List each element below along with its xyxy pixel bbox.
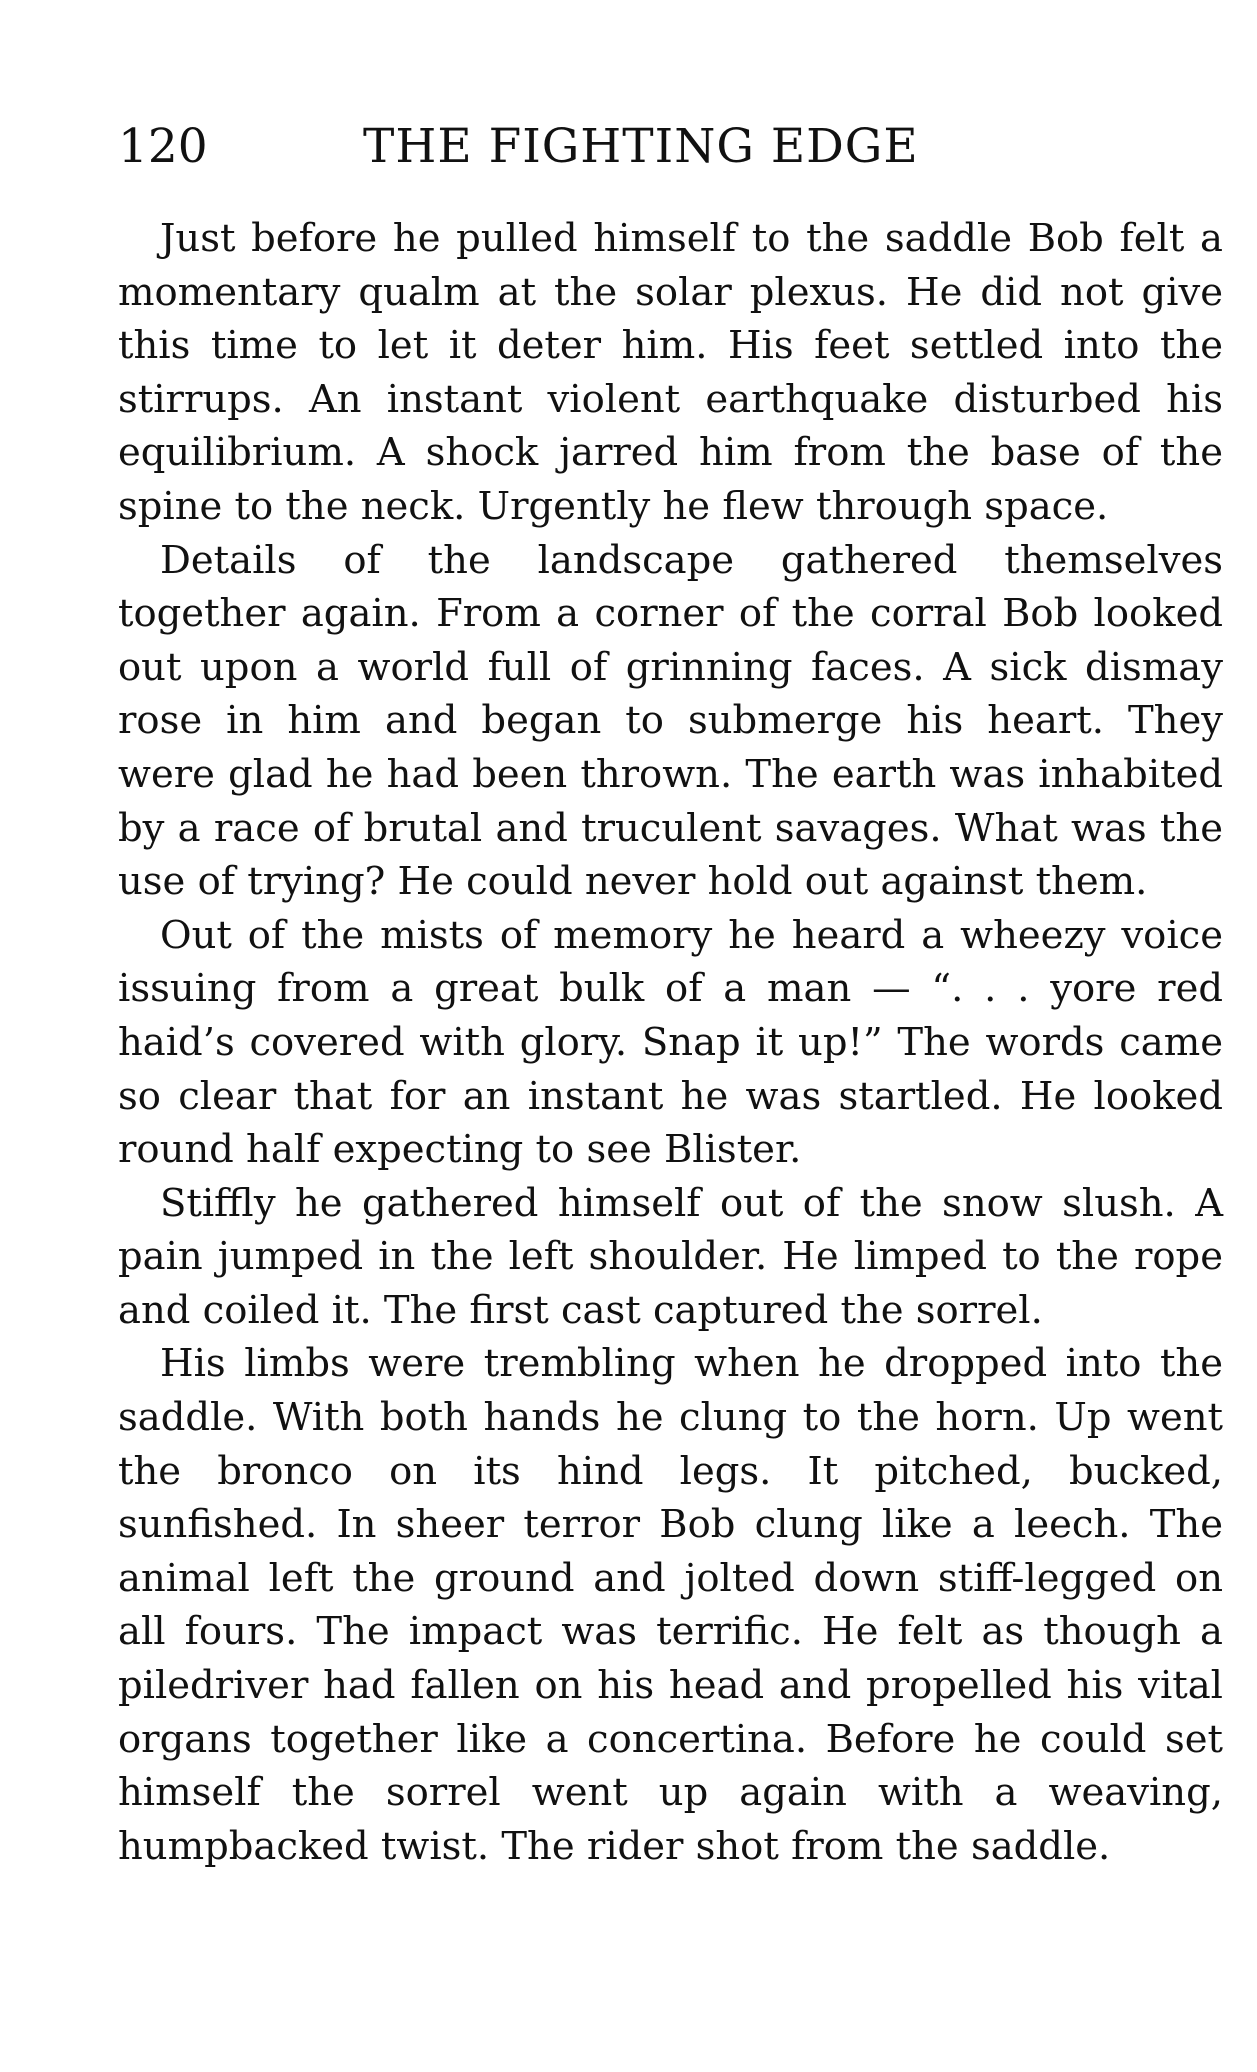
paragraph-4: Stiffly he gathered himself out of the snow slush. A pain jumped in the left shoulder. He limped to the rope and coiled it. The first cast captured the sorrel. [118,1180,1223,1333]
running-head [118,112,1223,182]
book-title: THE FIGHTING EDGE [363,119,919,174]
paragraph-3: Out of the mists of memory he heard a wheezy voice issuing from a great bulk of a man — “. . . yore red haid’s covered with glory. Snap it up!” The words came so clear that for an instant he was startled. He looked round half expecting to see Blister. [118,912,1223,1173]
paragraph-5: His limbs were trembling when he dropped into the saddle. With both hands he clung to the horn. Up went the bronco on its hind legs. It pitched, bucked, sunfished. In sheer terror Bob clung like a leech. The animal left the ground and jolted down stiff-legged on all fours. The impact was terrific. He felt as though a piledriver had fallen on his head and propelled his vital organs together like a concertina. Before he could set himself the sorrel went up again with a weaving, humpbacked twist. The rider shot from the saddle. [118,1341,1223,1869]
page-number: 120 [118,119,208,174]
paragraph-1: Just before he pulled himself to the saddle Bob felt a momentary qualm at the solar plexus. He did not give this time to let it deter him. His feet settled into the stirrups. An instant violent earthquake disturbed his equilibrium. A shock jarred him from the base of the spine to the neck. Urgently he flew through space. [118,216,1223,529]
body-text [118,212,1223,1873]
paragraph-2: Details of the landscape gathered themselves together again. From a corner of the corral Bob looked out upon a world full of grinning faces. A sick dismay rose in him and began to submerge his heart. They were glad he had been thrown. The earth was inhabited by a race of brutal and truculent savages. What was the use of trying? He could never hold out against them. [118,537,1223,905]
